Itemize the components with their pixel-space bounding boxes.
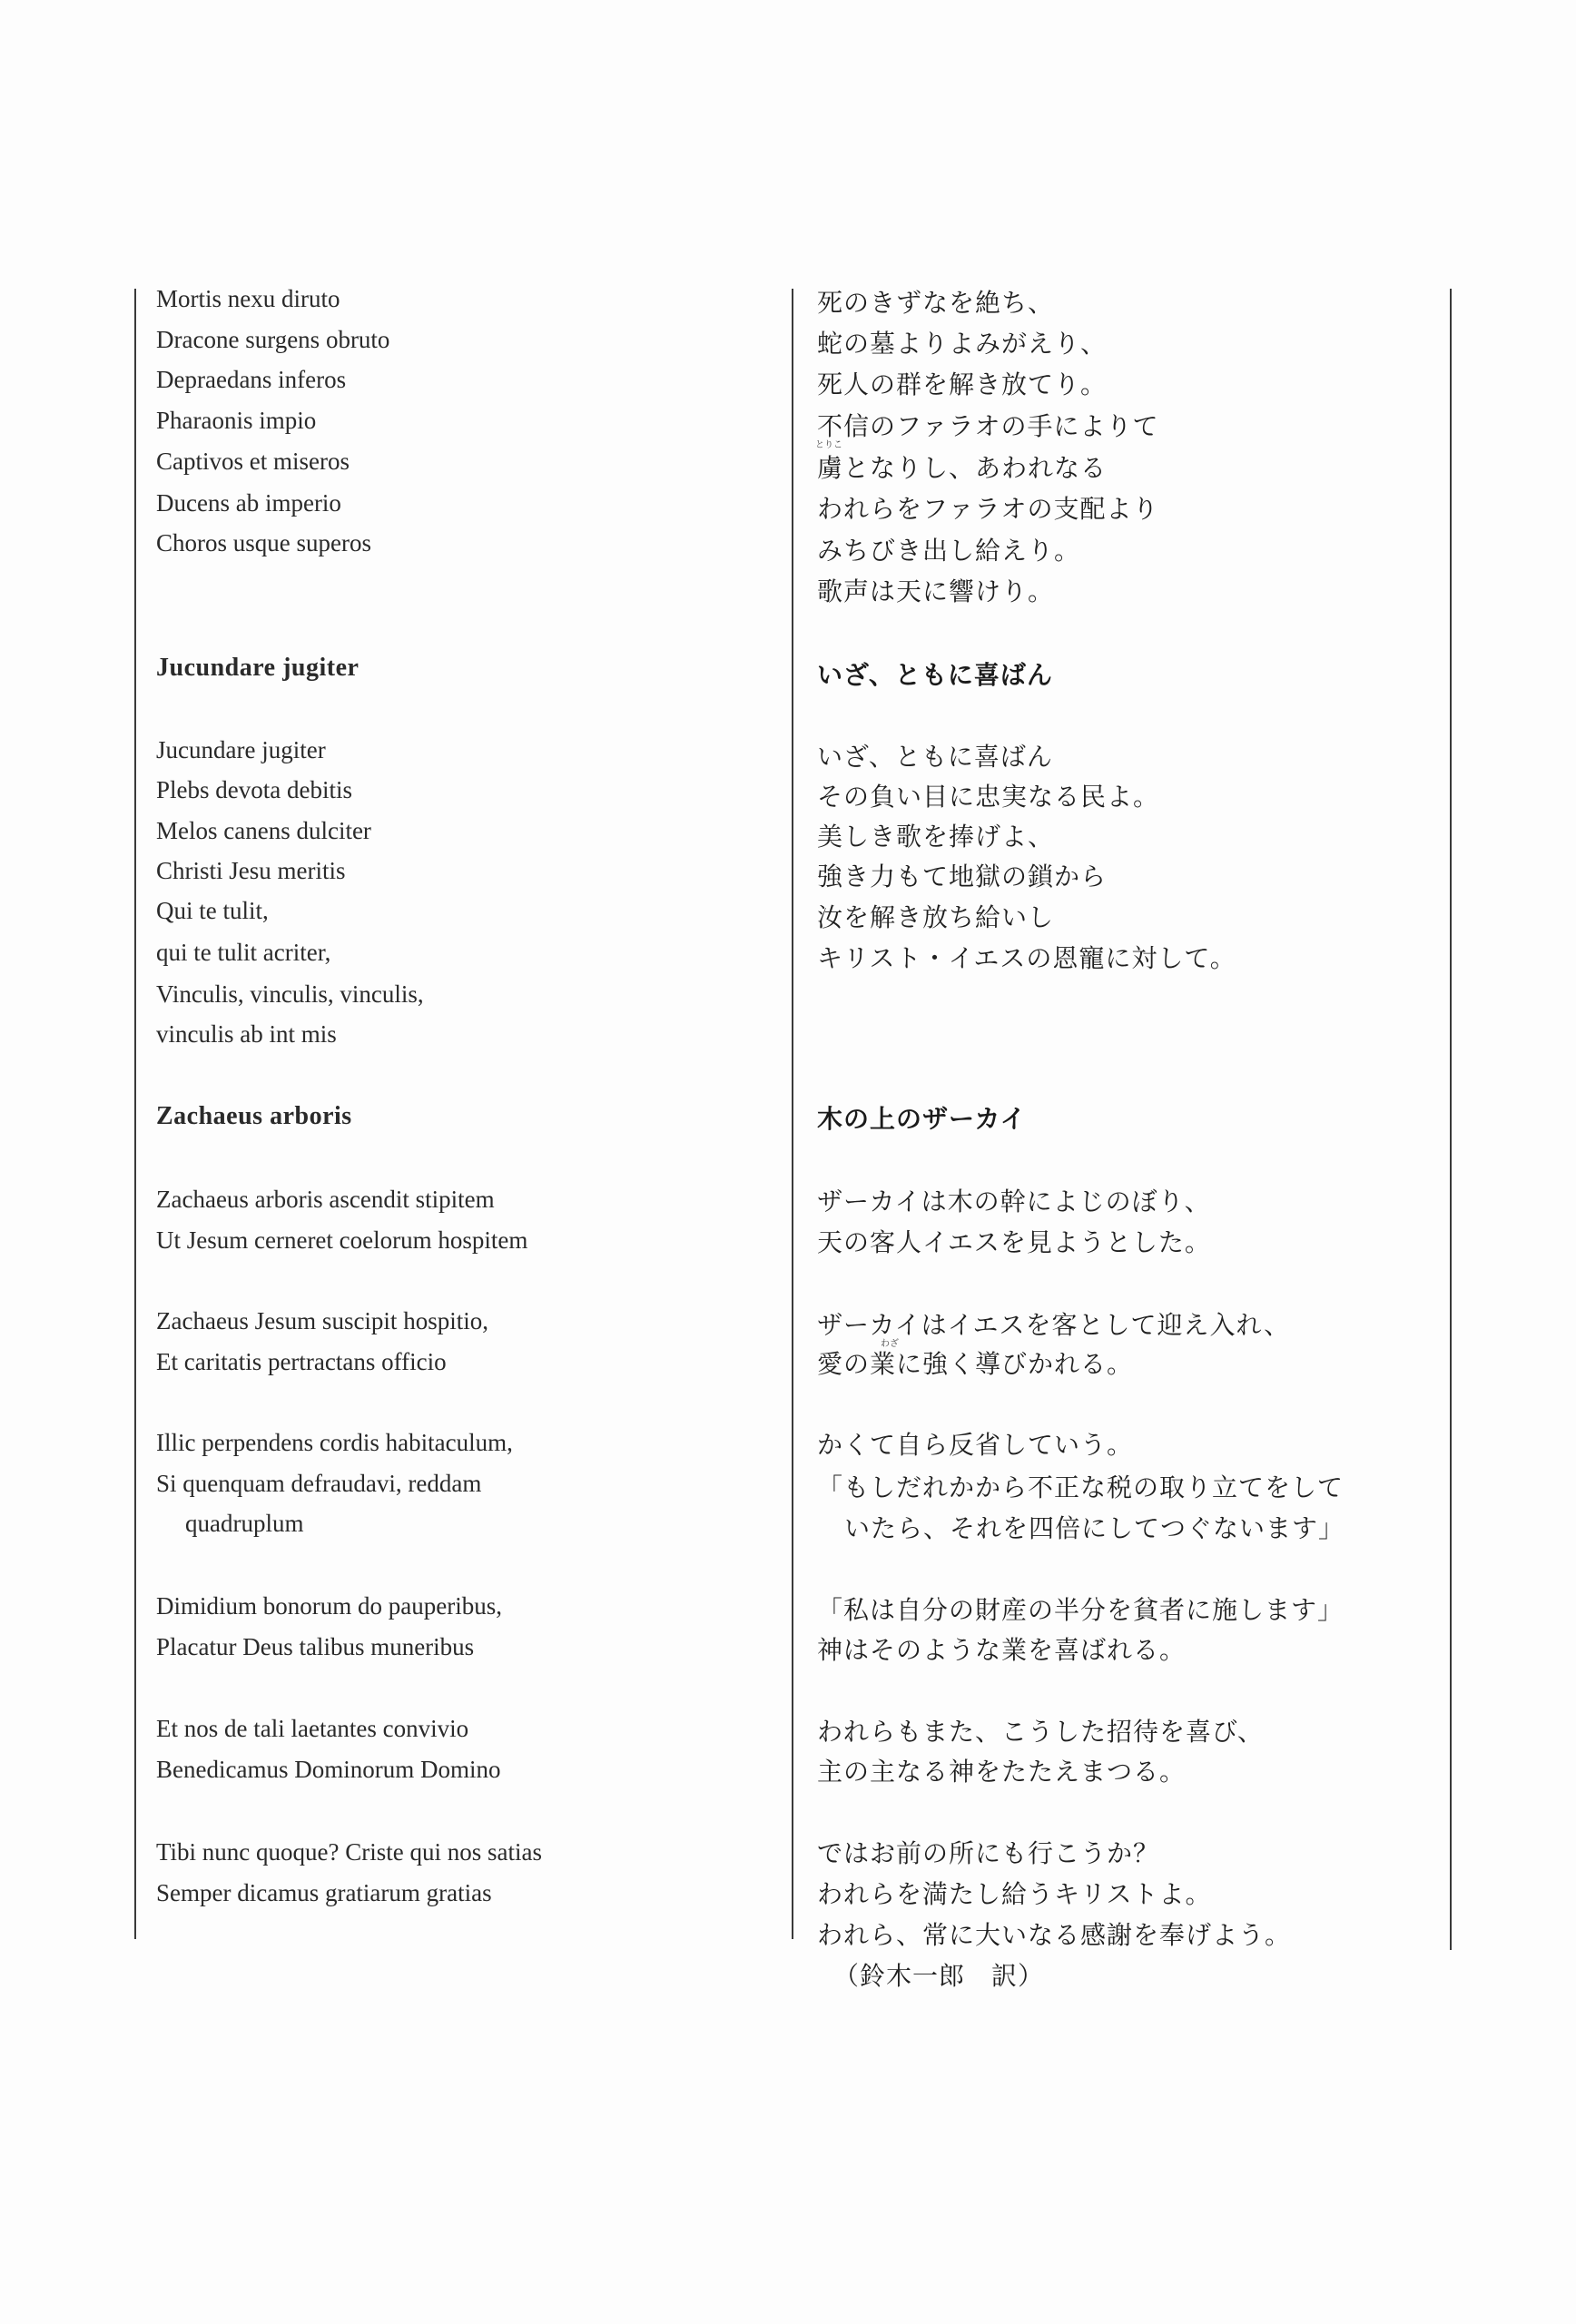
- japanese-line: われら、常に大いなる感謝を奉げよう。: [817, 1920, 1292, 1950]
- japanese-line: われらを満たし給うキリストよ。: [817, 1879, 1212, 1909]
- latin-line: Plebs devota debitis: [156, 776, 352, 803]
- right-column-rule: [1450, 289, 1452, 1950]
- latin-line: vinculis ab int mis: [156, 1020, 337, 1048]
- japanese-section-heading: いざ、ともに喜ばん: [817, 660, 1053, 690]
- latin-line: Et caritatis pertractans officio: [156, 1348, 447, 1375]
- latin-line: qui te tulit acriter,: [156, 939, 331, 966]
- japanese-section-heading: 木の上のザーカイ: [817, 1104, 1027, 1134]
- japanese-line: 美しき歌を捧げよ、: [817, 822, 1055, 852]
- latin-line: Zachaeus Jesum suscipit hospitio,: [156, 1307, 488, 1334]
- latin-line: quadruplum: [185, 1510, 304, 1537]
- latin-line: Mortis nexu diruto: [156, 285, 340, 312]
- japanese-line: みちびき出し給えり。: [817, 536, 1081, 566]
- latin-line: Dracone surgens obruto: [156, 326, 390, 353]
- japanese-line: われらもまた、こうした招待を喜び、: [817, 1717, 1264, 1747]
- latin-line: Christi Jesu meritis: [156, 857, 346, 884]
- latin-line: Placatur Deus talibus muneribus: [156, 1633, 475, 1660]
- center-column-rule: [792, 289, 793, 1939]
- latin-line: Pharaonis impio: [156, 407, 317, 434]
- japanese-line: 不信のファラオの手によりて: [817, 411, 1159, 441]
- translator-credit: （鈴木一郎 訳）: [833, 1961, 1045, 1991]
- japanese-line: 「もしだれかから不正な税の取り立てをして: [817, 1472, 1345, 1502]
- japanese-line: 汝を解き放ち給いし: [817, 902, 1055, 932]
- japanese-line: 神はそのような業を喜ばれる。: [817, 1635, 1187, 1665]
- furigana: わざ: [881, 1339, 899, 1349]
- japanese-line: 愛の業に強く導びかれる。: [817, 1349, 1134, 1379]
- japanese-line: 虜となりし、あわれなる: [817, 453, 1108, 483]
- japanese-line: 歌声は天に響けり。: [817, 576, 1055, 606]
- latin-line: Depraedans inferos: [156, 366, 347, 393]
- japanese-line: 強き力もて地獄の鎖から: [817, 862, 1108, 891]
- japanese-line: 蛇の墓よりよみがえり、: [817, 329, 1108, 359]
- latin-line: Qui te tulit,: [156, 897, 269, 924]
- japanese-line: ザーカイはイエスを客として迎え入れ、: [817, 1310, 1291, 1340]
- japanese-line: かくて自ら反省していう。: [817, 1430, 1134, 1460]
- latin-line: Illic perpendens cordis habitaculum,: [156, 1429, 513, 1456]
- japanese-line: キリスト・イエスの恩寵に対して。: [817, 943, 1236, 973]
- japanese-line: ではお前の所にも行こうか？: [817, 1838, 1160, 1868]
- furigana: とりこ: [815, 440, 842, 450]
- latin-line: Si quenquam defraudavi, reddam: [156, 1470, 482, 1497]
- japanese-line: 死人の群を解き放てり。: [817, 369, 1108, 399]
- latin-line: Semper dicamus gratiarum gratias: [156, 1879, 492, 1906]
- latin-section-heading: Zachaeus arboris: [156, 1102, 352, 1130]
- latin-line: Ut Jesum cerneret coelorum hospitem: [156, 1226, 528, 1254]
- left-column-rule: [134, 289, 136, 1939]
- latin-line: Ducens ab imperio: [156, 489, 341, 517]
- latin-line: Zachaeus arboris ascendit stipitem: [156, 1186, 495, 1213]
- latin-line: Benedicamus Dominorum Domino: [156, 1756, 501, 1783]
- latin-line: Choros usque superos: [156, 529, 371, 556]
- latin-line: Jucundare jugiter: [156, 736, 326, 763]
- japanese-line: 主の主なる神をたたえまつる。: [817, 1757, 1187, 1787]
- latin-line: Vinculis, vinculis, vinculis,: [156, 980, 424, 1008]
- japanese-line: ザーカイは木の幹によじのぼり、: [817, 1187, 1211, 1216]
- latin-line: Dimidium bonorum do pauperibus,: [156, 1592, 502, 1620]
- latin-line: Melos canens dulciter: [156, 817, 371, 844]
- japanese-line: 死のきずなを絶ち、: [817, 288, 1055, 318]
- japanese-line: われらをファラオの支配より: [817, 494, 1159, 524]
- latin-section-heading: Jucundare jugiter: [156, 654, 360, 682]
- japanese-line: 「私は自分の財産の半分を貧者に施します」: [817, 1595, 1345, 1625]
- japanese-line: いたら、それを四倍にしてつぐないます」: [844, 1513, 1345, 1543]
- japanese-line: 天の客人イエスを見ようとした。: [817, 1227, 1211, 1257]
- latin-line: Et nos de tali laetantes convivio: [156, 1715, 469, 1742]
- japanese-line: いざ、ともに喜ばん: [817, 742, 1053, 772]
- latin-line: Tibi nunc quoque? Criste qui nos satias: [156, 1838, 542, 1866]
- latin-line: Captivos et miseros: [156, 448, 350, 475]
- japanese-line: その負い目に忠実なる民よ。: [817, 782, 1160, 812]
